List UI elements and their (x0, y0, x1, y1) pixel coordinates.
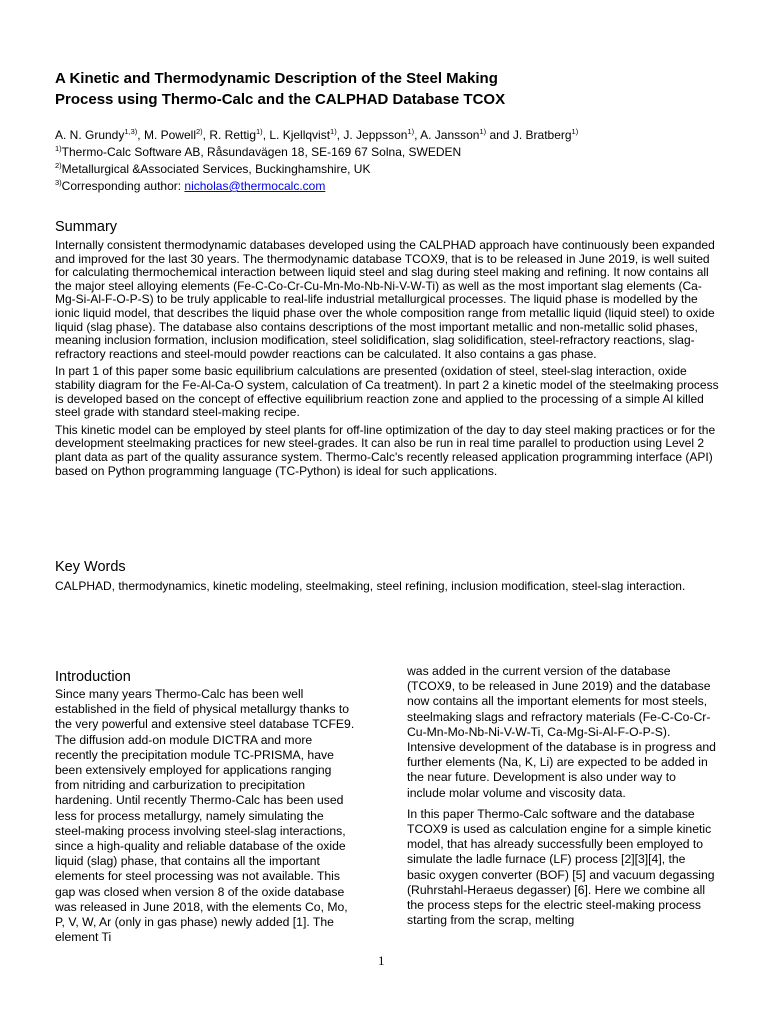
summary-paragraph: This kinetic model can be employed by steel plants for off-line optimization of the day to day steel making practices or for the development steelmaking practices for new steel-grades. It can also be run in real time parallel to production using Level 2 plant data as part of the quality assurance system. Thermo-Calc's recently released application programming interface (API) based on Python programming language (TC-Python) is ideal for such applications. (55, 422, 716, 478)
affiliation-mark: 1) (55, 144, 62, 153)
affiliation-mark: 2) (55, 161, 62, 170)
summary-paragraph: In part 1 of this paper some basic equilibrium calculations are presented (oxidation of steel, steel-slag interaction, oxide stability diagram for the Fe-Al-Ca-O system, calculation of Ca treatment). In part 2 a kinetic model of the steelmaking process is developed based on the concept of effective equilibrium reaction zone and applied to the processing of a simple Al killed steel grade with standard steel-making recipe. (55, 364, 719, 420)
author-name: and J. Bratberg (486, 128, 572, 142)
introduction-right-column (407, 664, 717, 934)
title-line-1: A Kinetic and Thermodynamic Description of the Steel Making (55, 70, 498, 87)
author-name: , J. Jeppsson (336, 128, 408, 142)
intro-paragraph: was added in the current version of the database (TCOX9, to be released in June 2019) and the database now contains all the important elements for most steels, steelmaking slags and refractory materials (Fe-C-Co-Cr-Cu-Mn-Mo-Nb-Ni-V-W-Ti, Ca-Mg-Si-Al-F-O-P-S). Intensive development of the database is in progress and further elements (Na, K, Li) are expected to be added in the near future. Development is also under way to include molar volume and viscosity data. (407, 664, 716, 800)
author-affiliation-mark: 2) (195, 127, 203, 136)
author-affiliation-mark: 1) (407, 127, 415, 136)
affiliation-1 (55, 145, 715, 160)
affiliation-3 (55, 179, 715, 194)
author-affiliation-mark: 1,3) (124, 127, 138, 136)
author-affiliation-mark: 1) (571, 127, 579, 136)
summary-body (55, 239, 720, 482)
author-name: , M. Powell (137, 128, 196, 142)
introduction-left-column (55, 687, 355, 951)
summary-paragraph: Internally consistent thermodynamic databases developed using the CALPHAD approach have continuously been expanded and improved for the last 30 years. The thermodynamic database TCOX9, that is to be released in June 2019, is well suited for calculating thermochemical interaction between liquid steel and slag during steel making and refining. It now contains all the major steel alloying elements (Fe-C-Co-Cr-Cu-Mn-Mo-Nb-Ni-V-W-Ti) as well as the most important slag elements (Ca-Mg-Si-Al-F-O-P-S) to be truly applicable to real-life industrial metallurgical processes. The liquid phase is modelled by the ionic liquid model, that describes the liquid phase over the whole composition range from metallic liquid (liquid steel) to oxide liquid (slag phase). The database also contains descriptions of the most important metallic and non-metallic solid phases, meaning inclusion formation, inclusion modification, steel solidification, slag solidification, steel-refractory reactions, slag-refractory reactions and steel-mould powder reactions can be calculated. It also contains a gas phase. (55, 238, 715, 361)
author-affiliation-mark: 1) (330, 127, 337, 136)
email-link[interactable]: nicholas@thermocalc.com (184, 179, 326, 193)
affiliation-text: Metallurgical &Associated Services, Buckinghamshire, UK (61, 162, 371, 176)
summary-heading: Summary (55, 219, 118, 235)
author-list (55, 128, 715, 143)
affiliation-mark: 3) (55, 178, 62, 187)
intro-paragraph: Since many years Thermo-Calc has been well established in the field of physical metallurgy thanks to the very powerful and extensive steel database TCFE9. The diffusion add-on module DICTRA and more recently the precipitation module TC-PRISMA, have been extensively employed for applications ranging from nitriding and carburization to precipitation hardening. Until recently Thermo-Calc has been used less for process metallurgy, namely simulating the steel-making process involving steel-slag interactions, since a high-quality and reliable database of the oxide liquid (slag) phase, that contains all the important elements for steel processing was not available. This gap was closed when version 8 of the oxide database was released in June 2018, with the elements Co, Mo, P, V, W, Ar (only in gas phase) newly added [1]. The element Ti (55, 687, 355, 945)
introduction-heading: Introduction (55, 669, 131, 685)
author-affiliation-mark: 1) (256, 127, 263, 136)
title-line-2: Process using Thermo-Calc and the CALPHAD Database TCOX (55, 91, 506, 108)
keywords-text: CALPHAD, thermodynamics, kinetic modeling, steelmaking, steel refining, inclusion modification, steel-slag interaction. (55, 579, 686, 593)
author-name: , R. Rettig (202, 128, 257, 142)
author-name: , L. Kjellqvist (262, 128, 331, 142)
author-name: A. N. Grundy (55, 128, 125, 142)
affiliation-text: Corresponding author: (61, 179, 185, 193)
keywords-heading: Key Words (55, 559, 126, 575)
author-affiliation-mark: 1) (479, 127, 487, 136)
affiliation-text: Thermo-Calc Software AB, Råsundavägen 18, SE-169 67 Solna, SWEDEN (61, 145, 462, 159)
paper-title (55, 68, 695, 110)
page-number: 1 (378, 953, 385, 968)
author-name: , A. Jansson (414, 128, 480, 142)
intro-paragraph: In this paper Thermo-Calc software and the database TCOX9 is used as calculation engine for a simple kinetic model, that has already successfully been employed to simulate the ladle furnace (LF) process [2][3][4], the basic oxygen converter (BOF) [5] and vacuum degassing (Ruhrstahl-Heraeus degasser) [6]. Here we combine all the process steps for the electric steel-making process starting from the scrap, melting (407, 806, 715, 928)
author-block (55, 128, 715, 196)
affiliation-2 (55, 162, 715, 177)
